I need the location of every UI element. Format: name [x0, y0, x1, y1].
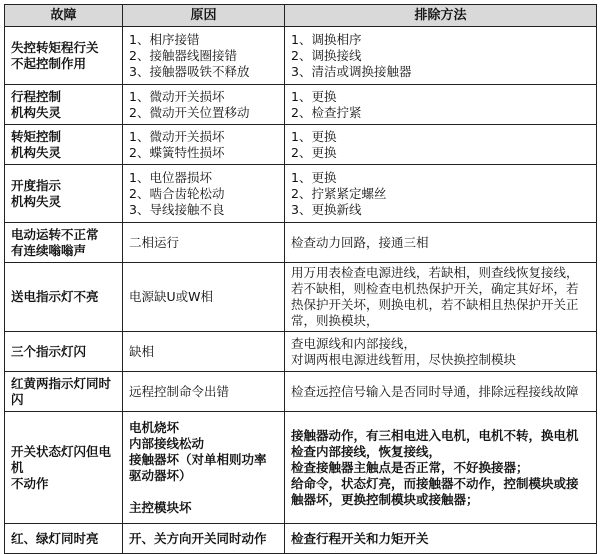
- table-row: [5, 85, 597, 125]
- remedy-cell: 检查动力回路，接通三相: [285, 223, 597, 263]
- remedy-cell: 1、更换 2、更换: [285, 125, 597, 165]
- remedy-cell: 接触器动作，有三相电进入电机，电机不转，换电机 检查内部接线，恢复接线， 检查接触器主触点是否正常，不好换接器； 给命令，状态灯亮，而接触器不动作，控制模块或接触器坏，更换控制模块或接触器；: [285, 412, 597, 524]
- remedy-cell: 检查远控信号输入是否同时导通，排除远程接线故障: [285, 372, 597, 412]
- cause-cell: 1、相序接错 2、接触器线圈接错 3、接触器吸铁不释放: [123, 27, 285, 85]
- fault-cell: 开度指示 机构失灵: [5, 165, 123, 223]
- fault-cell: 红、绿灯同时亮: [5, 524, 123, 554]
- fault-cell: 行程控制 机构失灵: [5, 85, 123, 125]
- fault-cell: 失控转矩程行关 不起控制作用: [5, 27, 123, 85]
- header-fault: 故障: [5, 5, 123, 27]
- remedy-cell: 查电源线和内部接线， 对调两根电源进线暂用，尽快换控制模块: [285, 332, 597, 372]
- table-row: [5, 332, 597, 372]
- table-row: [5, 27, 597, 85]
- troubleshooting-table: [4, 4, 597, 554]
- cause-cell: 二相运行: [123, 223, 285, 263]
- cause-cell: 电机烧坏 内部接线松动 接触器坏（对单相则功率驱动器坏） 主控模块坏: [123, 412, 285, 524]
- remedy-cell: 1、更换 2、拧紧紧定螺丝 3、更换新线: [285, 165, 597, 223]
- fault-cell: 转矩控制 机构失灵: [5, 125, 123, 165]
- table-row: [5, 125, 597, 165]
- cause-cell: 1、电位器损坏 2、啮合齿轮松动 3、导线接触不良: [123, 165, 285, 223]
- fault-cell: 三个指示灯闪: [5, 332, 123, 372]
- table-row: [5, 165, 597, 223]
- cause-cell: 1、微动开关损坏 2、微动开关位置移动: [123, 85, 285, 125]
- cause-cell: 缺相: [123, 332, 285, 372]
- table-row: [5, 524, 597, 554]
- cause-cell: 电源缺U或W相: [123, 263, 285, 332]
- table-row: [5, 372, 597, 412]
- fault-cell: 开关状态灯闪但电机 不动作: [5, 412, 123, 524]
- header-remedy: 排除方法: [285, 5, 597, 27]
- header-cause: 原因: [123, 5, 285, 27]
- fault-cell: 电动运转不正常 有连续嗡嗡声: [5, 223, 123, 263]
- table-row: [5, 412, 597, 524]
- remedy-cell: 1、调换相序 2、调换接线 3、清洁或调换接触器: [285, 27, 597, 85]
- remedy-cell: 1、更换 2、检查拧紧: [285, 85, 597, 125]
- fault-cell: 红黄两指示灯同时闪: [5, 372, 123, 412]
- table-row: [5, 223, 597, 263]
- fault-cell: 送电指示灯不亮: [5, 263, 123, 332]
- remedy-cell: 用万用表检查电源进线，若缺相，则查线恢复接线，若不缺相，则检查电机热保护开关，确定其好坏，若热保护开关坏，则换电机，若不缺相且热保护开关正常，则换模块，: [285, 263, 597, 332]
- remedy-cell: 检查行程开关和力矩开关: [285, 524, 597, 554]
- cause-cell: 远程控制命令出错: [123, 372, 285, 412]
- table-row: [5, 263, 597, 332]
- cause-cell: 开、关方向开关同时动作: [123, 524, 285, 554]
- cause-cell: 1、微动开关损坏 2、蝶簧特性损坏: [123, 125, 285, 165]
- header-row: [5, 5, 597, 27]
